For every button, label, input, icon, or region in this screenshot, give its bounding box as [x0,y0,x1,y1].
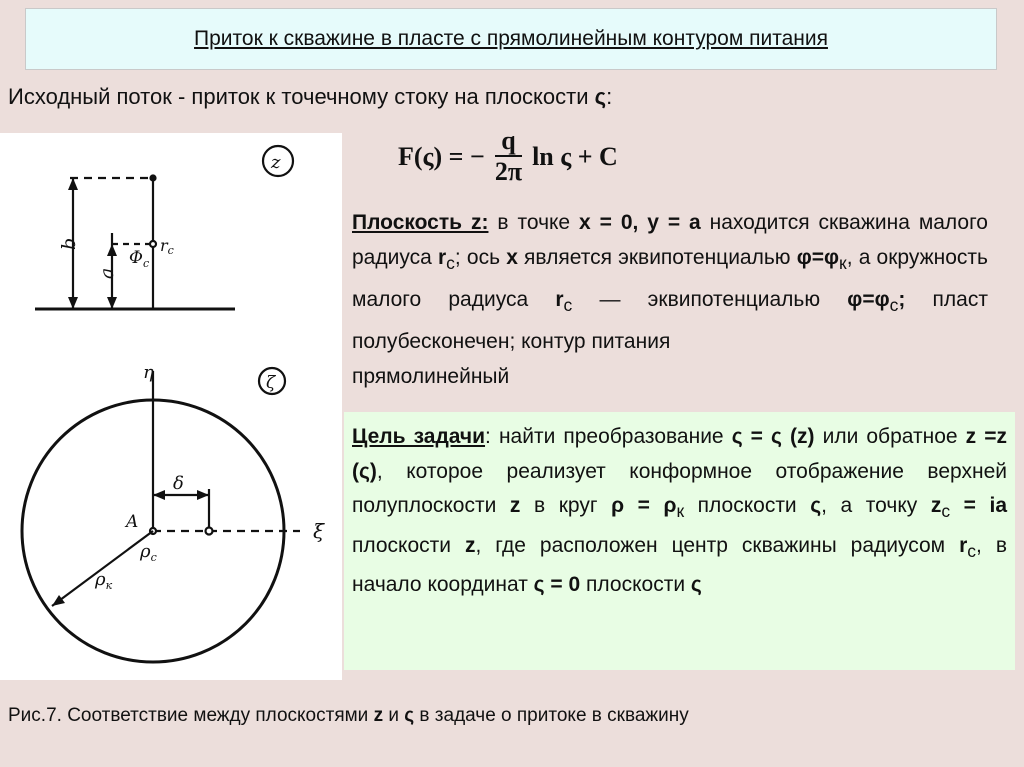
eta-label: η [143,362,154,383]
plane-z-description: Плоскость z: в точке х = 0, у = а находится скважина малого радиуса $r_с$; ось х является эквипотенциалью $\varphi=\varphi_к$, а окружность малого радиуса $r_с$ — эквипотенциалью $\varphi=\varphi_с$; пласт полубесконечен; контур питания прямолинейный [352,211,988,388]
title-box [25,8,997,70]
arrow-b-up [68,178,78,190]
dim-b-label: b [58,237,80,250]
arrow-a-down [107,297,117,309]
formula-numerator: q [495,127,521,157]
delta-arrow-left [153,490,165,500]
source-formula [398,122,618,192]
plane-z-label: z [271,152,281,173]
zeta-symbol: ς [594,84,607,109]
goal-box: Цель задачи: найти преобразование ς = ς (z) или обратное z =z (ς), которое реализует конформное отображение верхней полуплоскости z в круг $\rho = \rho_к$ плоскости ς, а точку $z_с$ = ia плоскости z, где расположен центр скважины радиусом $r_с$, в начало координат ς = 0 плоскости ς [344,412,1015,670]
delta-label: δ [173,473,184,494]
arrow-b-down [68,297,78,309]
formula-fraction [491,127,526,187]
figure-svg [0,133,342,680]
formula-rhs: ln ς + C [532,142,618,171]
figure-plane-z [35,146,293,309]
intro-line: Исходный поток - приток к точечному стоку на плоскости ς: [8,84,613,109]
plane-z-heading: Плоскость z: [352,211,489,234]
rho-c-label: $\rho_c$ [140,541,157,564]
r-c-label: rc [160,236,174,257]
phi-c-label: $\Phi_c$ [129,248,150,270]
figure-plane-zeta [22,368,300,662]
arrow-a-up [107,244,117,256]
formula-denominator: 2π [494,157,523,186]
dim-a-label: a [96,267,118,279]
slide-title: Приток к скважине в пласте с прямолинейным контуром питания [194,27,828,50]
goal-heading: Цель задачи [352,425,486,448]
point-a-label: A [126,512,139,532]
rho-k-label: $\rho_к$ [95,569,113,592]
delta-arrow-right [197,490,209,500]
formula-lhs: F(ς) = − [398,142,485,171]
figure-planes [0,133,342,680]
point-top [151,176,156,181]
xi-label: ξ [313,519,325,543]
plane-zeta-label: ζ [266,373,276,393]
well-point [150,241,156,247]
figure-caption: Рис.7. Соответствие между плоскостями z и ς в задаче о притоке в скважину [8,705,689,726]
delta-point [206,528,213,535]
